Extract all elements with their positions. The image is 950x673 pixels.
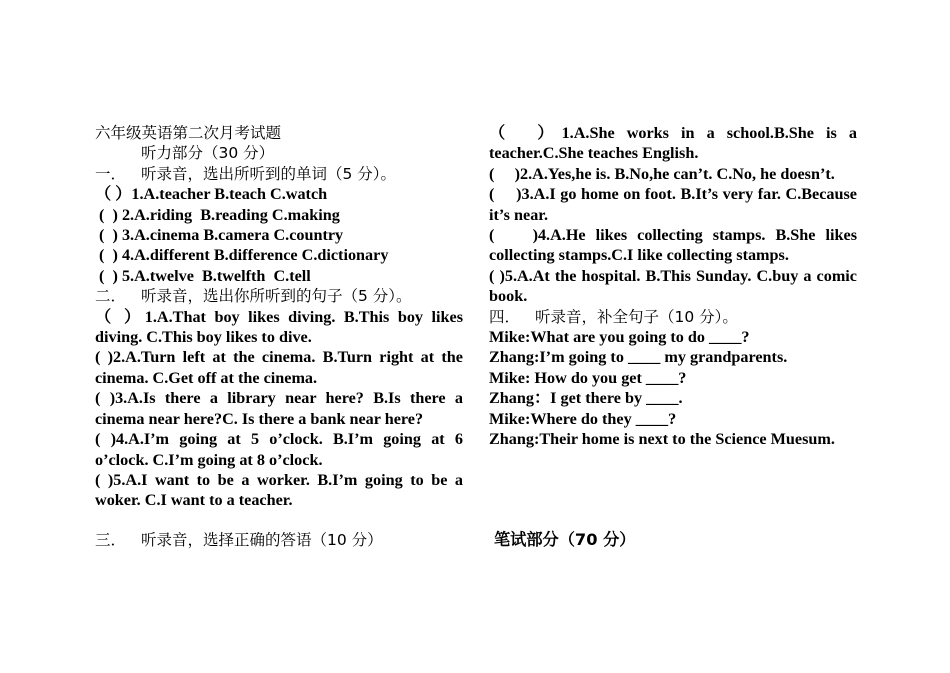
right-column: [489, 123, 857, 450]
dialogue-line: Mike: How do you get ____?: [489, 368, 687, 387]
dialogue-line: Mike:What are you going to do ____?: [489, 328, 750, 347]
section-3-heading: [95, 530, 383, 550]
section-1-item: （ ）1.A.teacher B.teach C.watch: [95, 185, 328, 204]
dialogue-line: Zhang:I’m going to ____ my grandparents.: [489, 348, 788, 367]
section-1-heading: [95, 164, 463, 184]
section-1-item: ( ) 4.A.different B.difference C.dictionary: [95, 246, 389, 265]
dialogue-line: Zhang：I get there by ____.: [489, 389, 683, 408]
section-3-item: ( )3.A.I go home on foot. B.It’s very far. C.Because it’s near.: [489, 185, 857, 224]
section-2-heading: [95, 286, 463, 306]
writing-section-header: 笔试部分（70 分）: [494, 530, 636, 549]
section-1-number: 一．: [95, 164, 127, 183]
section-3-number: 三．: [95, 531, 127, 549]
left-column: [95, 123, 463, 511]
dialogue-line: Mike:Where do they ____?: [489, 409, 677, 428]
section-2-title: 听录音，选出你所听到的句子（5 分）。: [141, 287, 412, 306]
section-1-title: 听录音，选出所听到的单词（5 分）。: [141, 164, 397, 183]
section-2-item: ( )2.A.Turn left at the cinema. B.Turn right at the cinema. C.Get off at the cinema.: [95, 348, 463, 387]
dialogue-line: Zhang:Their home is next to the Science Muesum.: [489, 430, 835, 449]
section-2-item: （ ）1.A.That boy likes diving. B.This boy likes diving. C.This boy likes to dive.: [95, 307, 463, 347]
section-2-item: ( )5.A.I want to be a worker. B.I’m going to be a woker. C.I want to a teacher.: [95, 470, 463, 510]
section-4-heading: [489, 307, 857, 327]
listening-section-header: 听力部分（30 分）: [141, 144, 275, 163]
section-2-number: 二．: [95, 287, 127, 306]
section-1-item: ( ) 5.A.twelve B.twelfth C.tell: [95, 266, 311, 285]
exam-title: 六年级英语第二次月考试题: [95, 124, 282, 142]
section-3-title: 听录音，选择正确的答语（10 分）: [141, 531, 383, 549]
section-3-item: ( )5.A.At the hospital. B.This Sunday. C.buy a comic book.: [489, 266, 857, 306]
section-3-item: （ ）1.A.She works in a school.B.She is a teacher.C.She teaches English.: [489, 124, 857, 163]
section-4-number: 四．: [489, 307, 521, 326]
section-3-item: ( )2.A.Yes,he is. B.No,he can’t. C.No, he doesn’t.: [489, 164, 835, 183]
section-1-item: ( ) 2.A.riding B.reading C.making: [95, 205, 340, 224]
section-2-item: ( )4.A.I’m going at 5 o’clock. B.I’m going at 6 o’clock. C.I’m going at 8 o’clock.: [95, 430, 463, 469]
section-4-title: 听录音，补全句子（10 分）。: [535, 307, 738, 326]
section-2-item: ( )3.A.Is there a library near here? B.Is there a cinema near here?C. Is there a bank near here?: [95, 389, 463, 428]
section-1-item: ( ) 3.A.cinema B.camera C.country: [95, 226, 344, 245]
section-3-item: ( )4.A.He likes collecting stamps. B.She likes collecting stamps.C.I like collecting stamps.: [489, 226, 857, 265]
